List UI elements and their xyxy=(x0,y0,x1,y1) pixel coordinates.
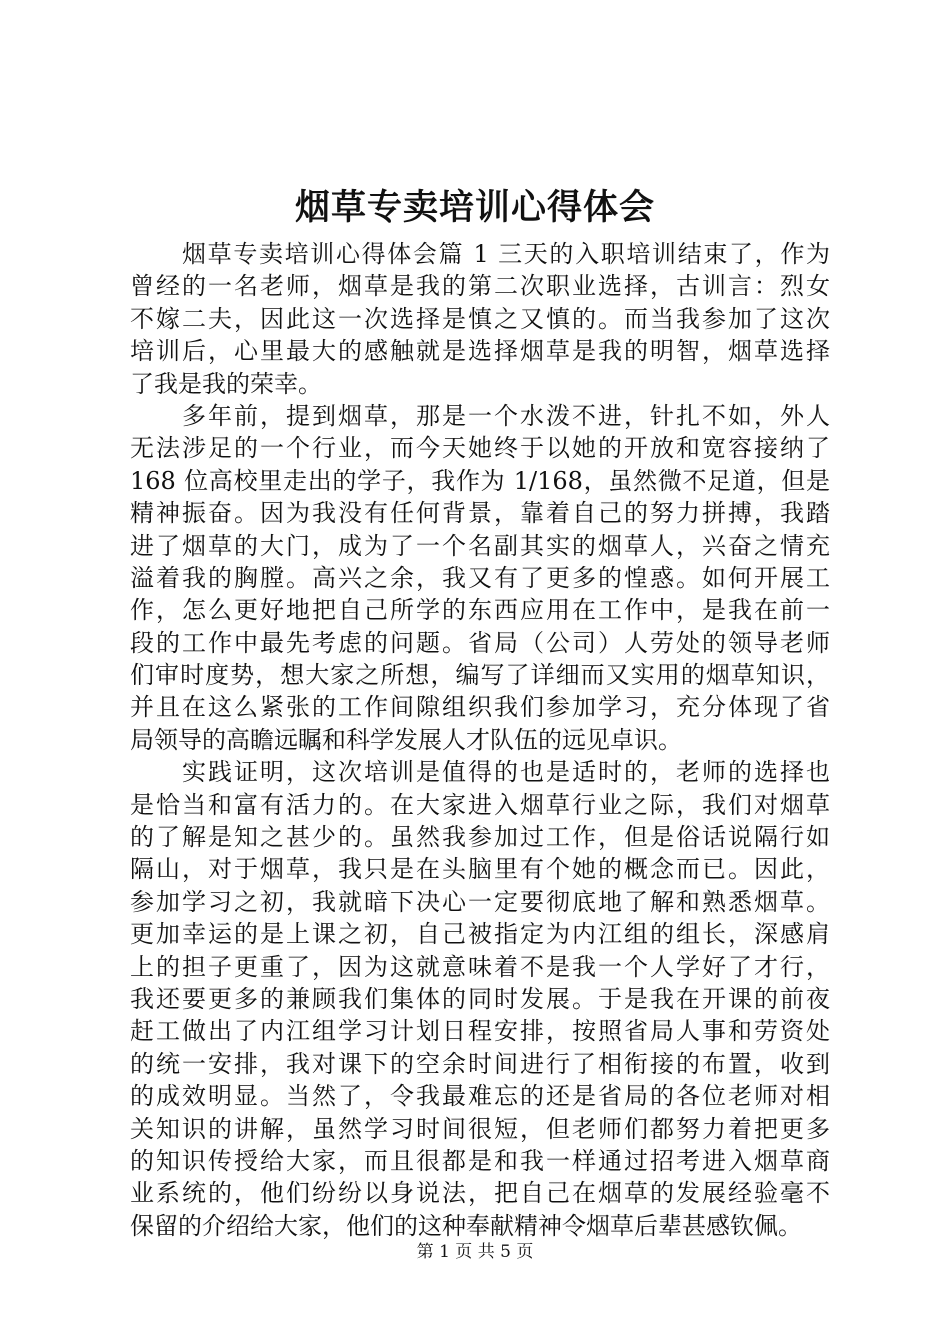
text-line: 并且在这么紧张的工作间隙组织我们参加学习，充分体现了省 xyxy=(130,693,830,722)
text-line: 的成效明显。当然了，令我最难忘的还是省局的各位老师对相 xyxy=(130,1082,830,1111)
text-line: 精神振奋。因为我没有任何背景，靠着自己的努力拼搏，我踏 xyxy=(130,499,830,528)
page-number: 第 1 页 共 5 页 xyxy=(416,1242,534,1262)
text-line: 们审时度势，想大家之所想，编写了详细而又实用的烟草知识， xyxy=(130,661,830,690)
paragraph xyxy=(130,238,830,400)
text-line: 的知识传授给大家，而且很都是和我一样通过招考进入烟草商 xyxy=(130,1146,830,1175)
text-line: 赶工做出了内江组学习计划日程安排，按照省局人事和劳资处 xyxy=(130,1017,830,1046)
document-body xyxy=(130,238,830,1242)
text-line: 曾经的一名老师，烟草是我的第二次职业选择，古训言：烈女 xyxy=(130,272,830,301)
paragraph xyxy=(130,756,830,1242)
text-line: 业系统的，他们纷纷以身说法，把自己在烟草的发展经验毫不 xyxy=(130,1179,830,1208)
paragraph xyxy=(130,400,830,756)
text-line: 不嫁二夫，因此这一次选择是慎之又慎的。而当我参加了这次 xyxy=(130,304,830,333)
text-line: 溢着我的胸膛。高兴之余，我又有了更多的惶惑。如何开展工 xyxy=(130,563,830,592)
text-line: 无法涉足的一个行业，而今天她终于以她的开放和宽容接纳了 xyxy=(130,434,830,463)
text-line: 隔山，对于烟草，我只是在头脑里有个她的概念而已。因此， xyxy=(130,855,830,884)
text-line: 我还要更多的兼顾我们集体的同时发展。于是我在开课的前夜 xyxy=(130,984,830,1013)
text-line: 实践证明，这次培训是值得的也是适时的，老师的选择也 xyxy=(182,758,830,787)
text-line: 是恰当和富有活力的。在大家进入烟草行业之际，我们对烟草 xyxy=(130,790,830,819)
text-line: 进了烟草的大门，成为了一个名副其实的烟草人，兴奋之情充 xyxy=(130,531,830,560)
text-line: 保留的介绍给大家，他们的这种奉献精神令烟草后辈甚感钦佩。 xyxy=(130,1211,802,1240)
text-line: 的统一安排，我对课下的空余时间进行了相衔接的布置，收到 xyxy=(130,1049,830,1078)
text-line: 参加学习之初，我就暗下决心一定要彻底地了解和熟悉烟草。 xyxy=(130,887,830,916)
page-title: 烟草专卖培训心得体会 xyxy=(294,187,655,228)
text-line: 段的工作中最先考虑的问题。省局（公司）人劳处的领导老师 xyxy=(130,628,830,657)
text-line: 的了解是知之甚少的。虽然我参加过工作，但是俗话说隔行如 xyxy=(130,823,830,852)
text-line: 烟草专卖培训心得体会篇 1 三天的入职培训结束了，作为 xyxy=(182,240,830,268)
text-line: 168 位高校里走出的学子，我作为 1/168，虽然微不足道，但是 xyxy=(130,466,830,495)
text-line: 局领导的高瞻远瞩和科学发展人才队伍的远见卓识。 xyxy=(130,725,682,754)
text-line: 关知识的讲解，虽然学习时间很短，但老师们都努力着把更多 xyxy=(130,1114,830,1143)
text-line: 多年前，提到烟草，那是一个水泼不进，针扎不如，外人 xyxy=(182,401,830,430)
text-line: 了我是我的荣幸。 xyxy=(130,369,322,398)
text-line: 培训后，心里最大的感触就是选择烟草是我的明智，烟草选择 xyxy=(130,337,830,366)
text-line: 作，怎么更好地把自己所学的东西应用在工作中，是我在前一 xyxy=(130,596,830,625)
text-line: 更加幸运的是上课之初，自己被指定为内江组的组长，深感肩 xyxy=(130,920,830,949)
text-line: 上的担子更重了，因为这就意味着不是我一个人学好了才行， xyxy=(130,952,830,981)
